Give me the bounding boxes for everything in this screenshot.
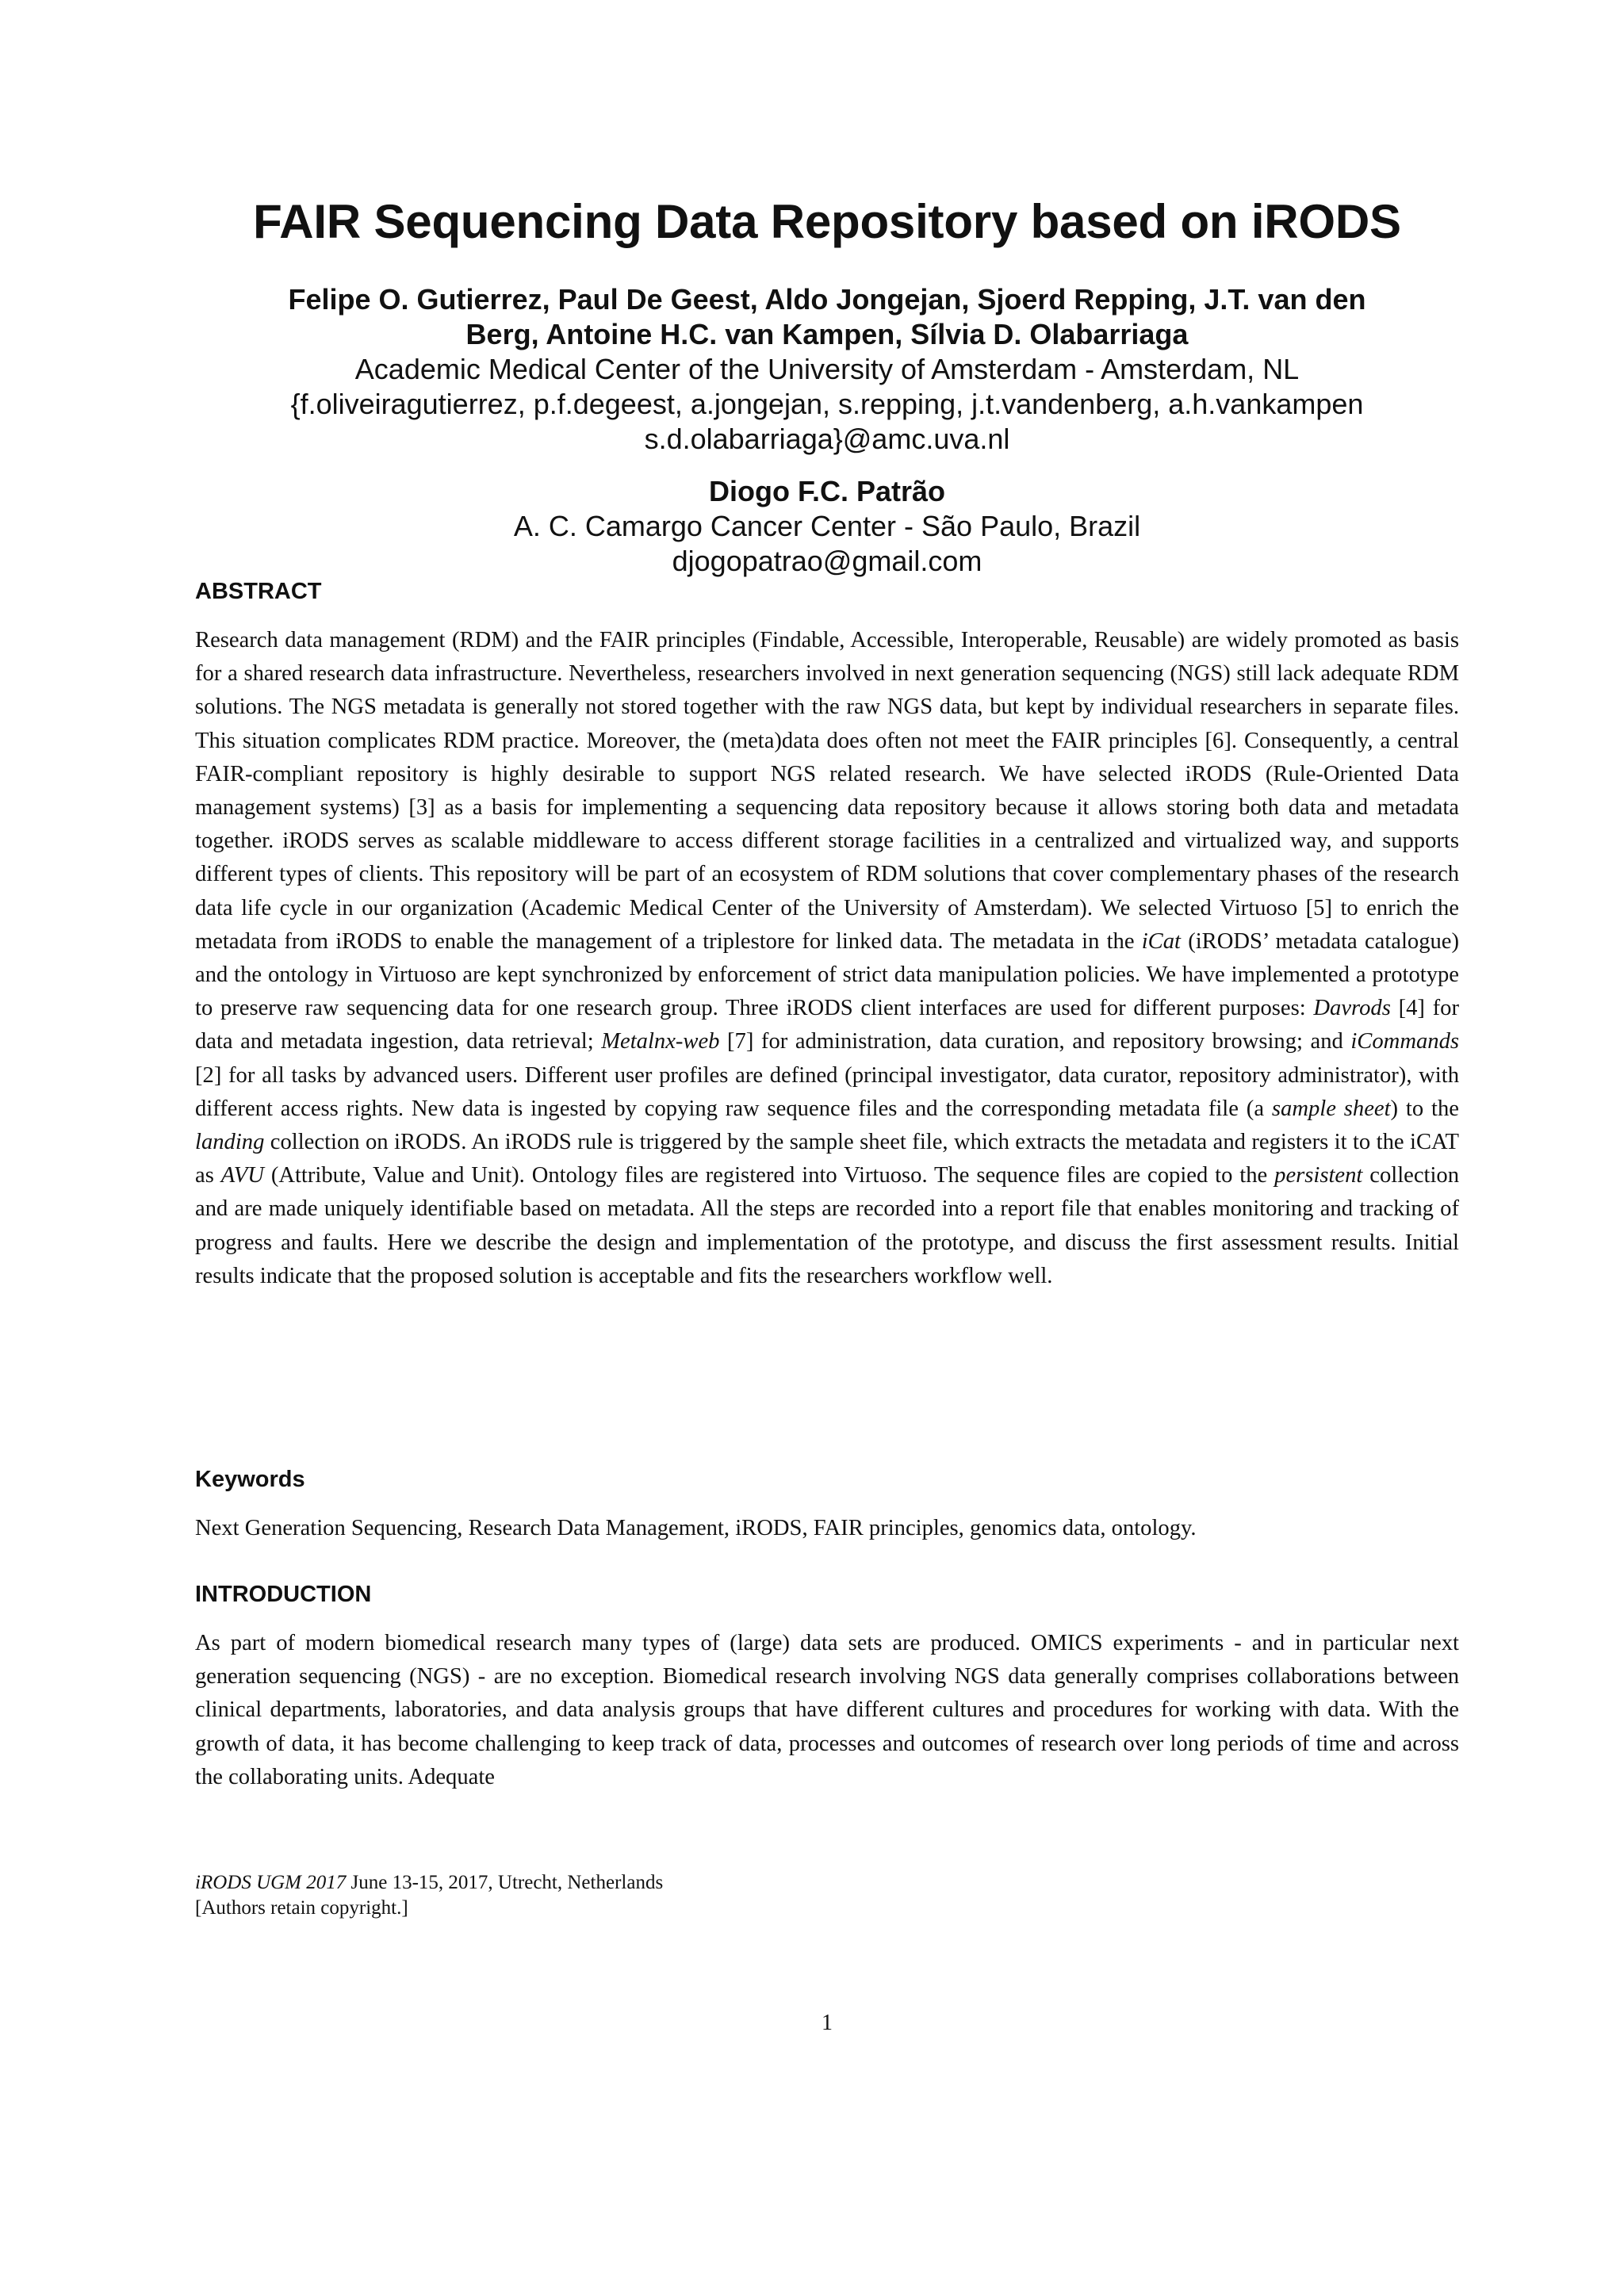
abstract-text-9: collection and are made uniquely identifiable based on metadata. All the steps are recorded into a report file that enables monitoring and tracking of progress and faults. Here we describe the design and implementation of the prototype, and discuss the first assessment results. Initial results indicate that the proposed solution is acceptable and fits the researchers workflow well. bbox=[195, 1163, 1460, 1288]
abstract-term-icat: iCat bbox=[1141, 928, 1181, 954]
abstract-body bbox=[195, 624, 1459, 1293]
abstract-text-6: ) to the bbox=[1390, 1096, 1459, 1121]
conference-footnote bbox=[195, 1870, 663, 1921]
author-affiliation: Academic Medical Center of the University of Amsterdam - Amsterdam, NL bbox=[354, 353, 1300, 385]
author-emails-line-2: s.d.olabarriaga}@amc.uva.nl bbox=[644, 423, 1010, 455]
author-emails-line-1: {f.oliveiragutierrez, p.f.degeest, a.jongejan, s.repping, j.t.vandenberg, a.h.vankampen bbox=[290, 388, 1364, 420]
footnote-venue-line bbox=[195, 1870, 663, 1896]
footnote-copyright: [Authors retain copyright.] bbox=[195, 1897, 408, 1919]
abstract-text-2: (iRODS’ metadata catalogue) and the ontology in Virtuoso are kept synchronized by enforcement of strict data manipulation policies. We have implemented a prototype to preserve raw sequencing data for one research group. Three iRODS client interfaces are used for different purposes: bbox=[195, 928, 1460, 1021]
abstract-text-5: [2] for all tasks by advanced users. Different user profiles are defined (principal investigator, data curator, repository administrator), with different access rights. New data is ingested by copying raw sequence files and the corresponding metadata file (a bbox=[195, 1062, 1459, 1121]
author-block-secondary bbox=[195, 474, 1459, 579]
keywords-text: Next Generation Sequencing, Research Data Management, iRODS, FAIR principles, genomics data, ontology. bbox=[195, 1516, 1197, 1540]
second-author-email: djogopatrao@gmail.com bbox=[672, 545, 982, 577]
author-names-line-1: Felipe O. Gutierrez, Paul De Geest, Aldo Jongejan, Sjoerd Repping, J.T. van den bbox=[288, 283, 1366, 316]
footnote-date-place: June 13-15, 2017, Utrecht, Netherlands bbox=[346, 1872, 664, 1893]
abstract-term-davrods: Davrods bbox=[1313, 996, 1391, 1021]
introduction-heading: INTRODUCTION bbox=[195, 1582, 372, 1607]
paper-page bbox=[195, 0, 1459, 2296]
author-names-line-2: Berg, Antoine H.C. van Kampen, Sílvia D. Olabarriaga bbox=[465, 318, 1189, 350]
abstract-text-1: Research data management (RDM) and the FAIR principles (Findable, Accessible, Interoperable, Reusable) are widely promoted as basis for a shared research data infrastructure. Nevertheless, researchers involved in next generation sequencing (NGS) still lack adequate RDM solutions. The NGS metadata is generally not stored together with the raw NGS data, but kept by individual researchers in separate files. This situation complicates RDM practice. Moreover, the (meta)data does often not meet the FAIR principles [6]. Consequently, a central FAIR-compliant repository is highly desirable to support NGS related research. We have selected iRODS (Rule-Oriented Data management systems) [3] as a basis for implementing a sequencing data repository because it allows storing both data and metadata together. iRODS serves as scalable middleware to access different storage facilities in a centralized and virtualized way, and supports different types of clients. This repository will be part of an ecosystem of RDM solutions that cover complementary phases of the research data life cycle in our organization (Academic Medical Center of the University of Amsterdam). We selected Virtuoso [5] to enrich the metadata from iRODS to enable the management of a triplestore for linked data. The metadata in the bbox=[195, 628, 1459, 954]
footnote-venue: iRODS UGM 2017 bbox=[195, 1872, 347, 1893]
abstract-text-4: [7] for administration, data curation, and repository browsing; and bbox=[719, 1029, 1351, 1054]
abstract-text-3: [4] for data and metadata ingestion, data retrieval; bbox=[195, 996, 1460, 1054]
keywords-heading: Keywords bbox=[195, 1467, 305, 1492]
page-number: 1 bbox=[822, 2011, 833, 2035]
abstract-term-icommands: iCommands bbox=[1350, 1029, 1459, 1054]
second-author-affiliation: A. C. Camargo Cancer Center - São Paulo, Brazil bbox=[513, 510, 1141, 542]
paper-title: FAIR Sequencing Data Repository based on iRODS bbox=[253, 195, 1401, 248]
second-author-name: Diogo F.C. Patrão bbox=[708, 475, 946, 507]
abstract-text-7: collection on iRODS. An iRODS rule is triggered by the sample sheet file, which extracts the metadata and registers it to the iCAT as bbox=[195, 1130, 1459, 1188]
author-block-primary bbox=[195, 282, 1459, 457]
abstract-text-8: (Attribute, Value and Unit). Ontology files are registered into Virtuoso. The sequence files are copied to the bbox=[263, 1163, 1275, 1188]
abstract-term-avu: AVU bbox=[220, 1163, 264, 1188]
abstract-term-sample-sheet: sample sheet bbox=[1271, 1096, 1391, 1121]
abstract-heading: ABSTRACT bbox=[195, 579, 322, 604]
introduction-text: As part of modern biomedical research many types of (large) data sets are produced. OMICS experiments - and in particular next generation sequencing (NGS) - are no exception. Biomedical research involving NGS data generally comprises collaborations between clinical departments, laboratories, and data analysis groups that have different cultures and procedures for working with data. With the growth of data, it has become challenging to keep track of data, processes and outcomes of research over long periods of time and across the collaborating units. Adequate bbox=[195, 1631, 1459, 1789]
abstract-term-metalnx: Metalnx-web bbox=[601, 1029, 720, 1054]
abstract-term-persistent: persistent bbox=[1274, 1163, 1363, 1188]
abstract-term-landing: landing bbox=[195, 1130, 265, 1155]
